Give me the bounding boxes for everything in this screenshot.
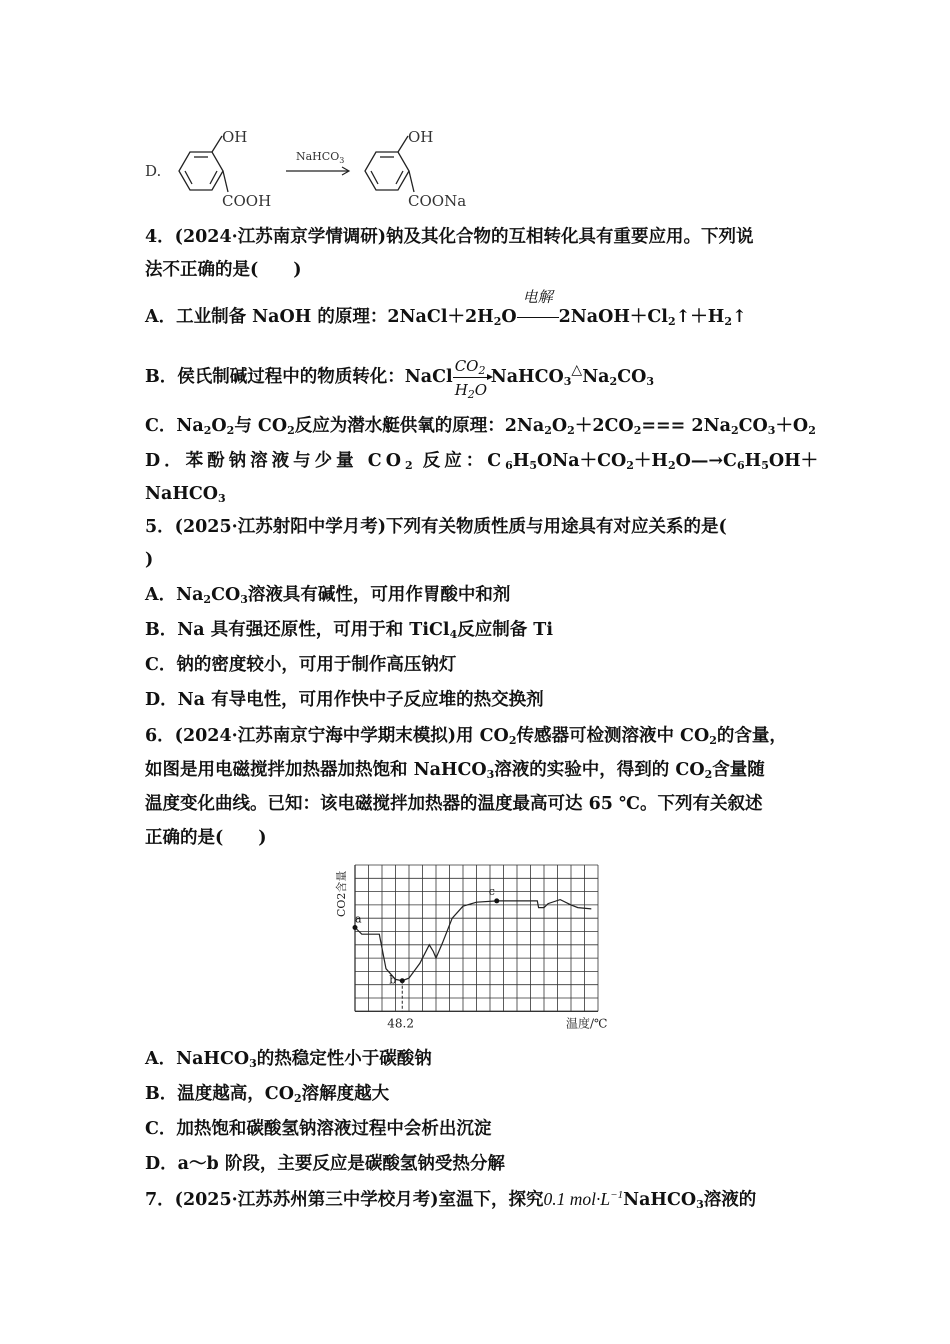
q4-option-d-line2: NaHCO$_3$ [145,484,226,505]
q6-stem-line1: 6．(2024·江苏南京宁海中学期末模拟)用 $CO_2$传感器可检测溶液中 $CO_2$的含量， [145,726,787,747]
q6-option-d: D．a～b 阶段，主要反应是碳酸氢钠受热分解 [145,1154,505,1174]
sodium-salicylate-structure [365,136,414,192]
q4-option-b: B．侯氏制碱过程中的物质转化：NaCl $\frac{CO_2}{H_2O}$ $NaHCO_3^\triangle Na_2CO_3$ [145,356,655,401]
chart-grid [355,865,598,1011]
q5-option-a: A．$Na_2CO_3$溶液具有碱性，可用作胃酸中和剂 [145,585,511,606]
q6-stem-line4: 正确的是( ) [145,828,267,848]
svg-text:OH: OH [408,128,434,146]
point-label-b: b [389,973,397,987]
q6-stem-line2: 如图是用电磁搅拌加热器加热饱和 NaHCO$_3$溶液的实验中，得到的 $CO_2$含量随 [145,760,765,781]
d-option-label: D. [145,162,162,180]
q6-option-b: B．温度越高，$CO_2$溶解度越大 [145,1084,390,1105]
x-tick-label: 48.2 [387,1016,414,1031]
q5-option-b: B．Na 具有强还原性，可用于和 TiCl$_4$反应制备 Ti [145,620,553,641]
reaction-diagram [140,122,480,218]
q5-stem-line2: ) [145,550,154,570]
y-axis-label-text: CO2含量 [335,870,348,917]
q7-stem-line1: 7．(2025·江苏苏州第三中学校月考)室温下，探究0.1 $mol\cdot L^{-1}NaHCO_3$溶液的 [145,1189,757,1211]
x-axis-label: 温度/℃ [566,1016,608,1031]
co2-temperature-chart [325,858,635,1036]
q5-stem-line1: 5．(2025·江苏射阳中学月考)下列有关物质性质与用途具有对应关系的是( [145,517,727,537]
q6-option-c: C．加热饱和碳酸氢钠溶液过程中会析出沉淀 [145,1119,492,1139]
q6-stem-line3: 温度变化曲线。已知：该电磁搅拌加热器的温度最高可达 65 ℃。下列有关叙述 [145,794,763,814]
q4-option-a: A．工业制备 NaOH 的原理：$2NaCl+2H_2O$ 电解 $2NaOH+Cl_2↑+H_2↑$ [145,288,747,328]
q5-option-d: D．Na 有导电性，可用作快中子反应堆的热交换剂 [145,690,544,710]
point-a [353,925,358,930]
svg-text:COOH: COOH [222,192,272,210]
salicylic-acid-structure [179,136,228,192]
q4-stem-line2: 法不正确的是( ) [145,260,302,280]
svg-text:NaHCO3: NaHCO$_3$ [296,150,345,165]
point-label-a: a [355,912,362,926]
q4-option-c: C．$Na_2O_2$与 $CO_2$反应为潜水艇供氧的原理：$2Na_2O_2+2CO_2=== 2Na_2CO_3+O_2$ [145,416,816,437]
q6-option-a: A．NaHCO$_3$的热稳定性小于碳酸钠 [145,1049,432,1070]
svg-text:OH: OH [222,128,248,146]
point-c [494,898,499,903]
reaction-arrow [286,167,349,175]
co2-curve [355,900,591,981]
svg-text:COONa: COONa [408,192,467,210]
y-axis-label [334,871,348,917]
q4-option-d: D．苯酚钠溶液与少量 $CO_2$ 反应：$C_6H_5ONa+CO_2+H_2O—\to C_6H_5OH+$ [145,451,819,472]
q4-stem-line1: 4．(2024·江苏南京学情调研)钠及其化合物的互相转化具有重要应用。下列说 [145,227,754,247]
point-label-c: c [488,884,495,898]
q5-option-c: C．钠的密度较小，可用于制作高压钠灯 [145,655,457,675]
